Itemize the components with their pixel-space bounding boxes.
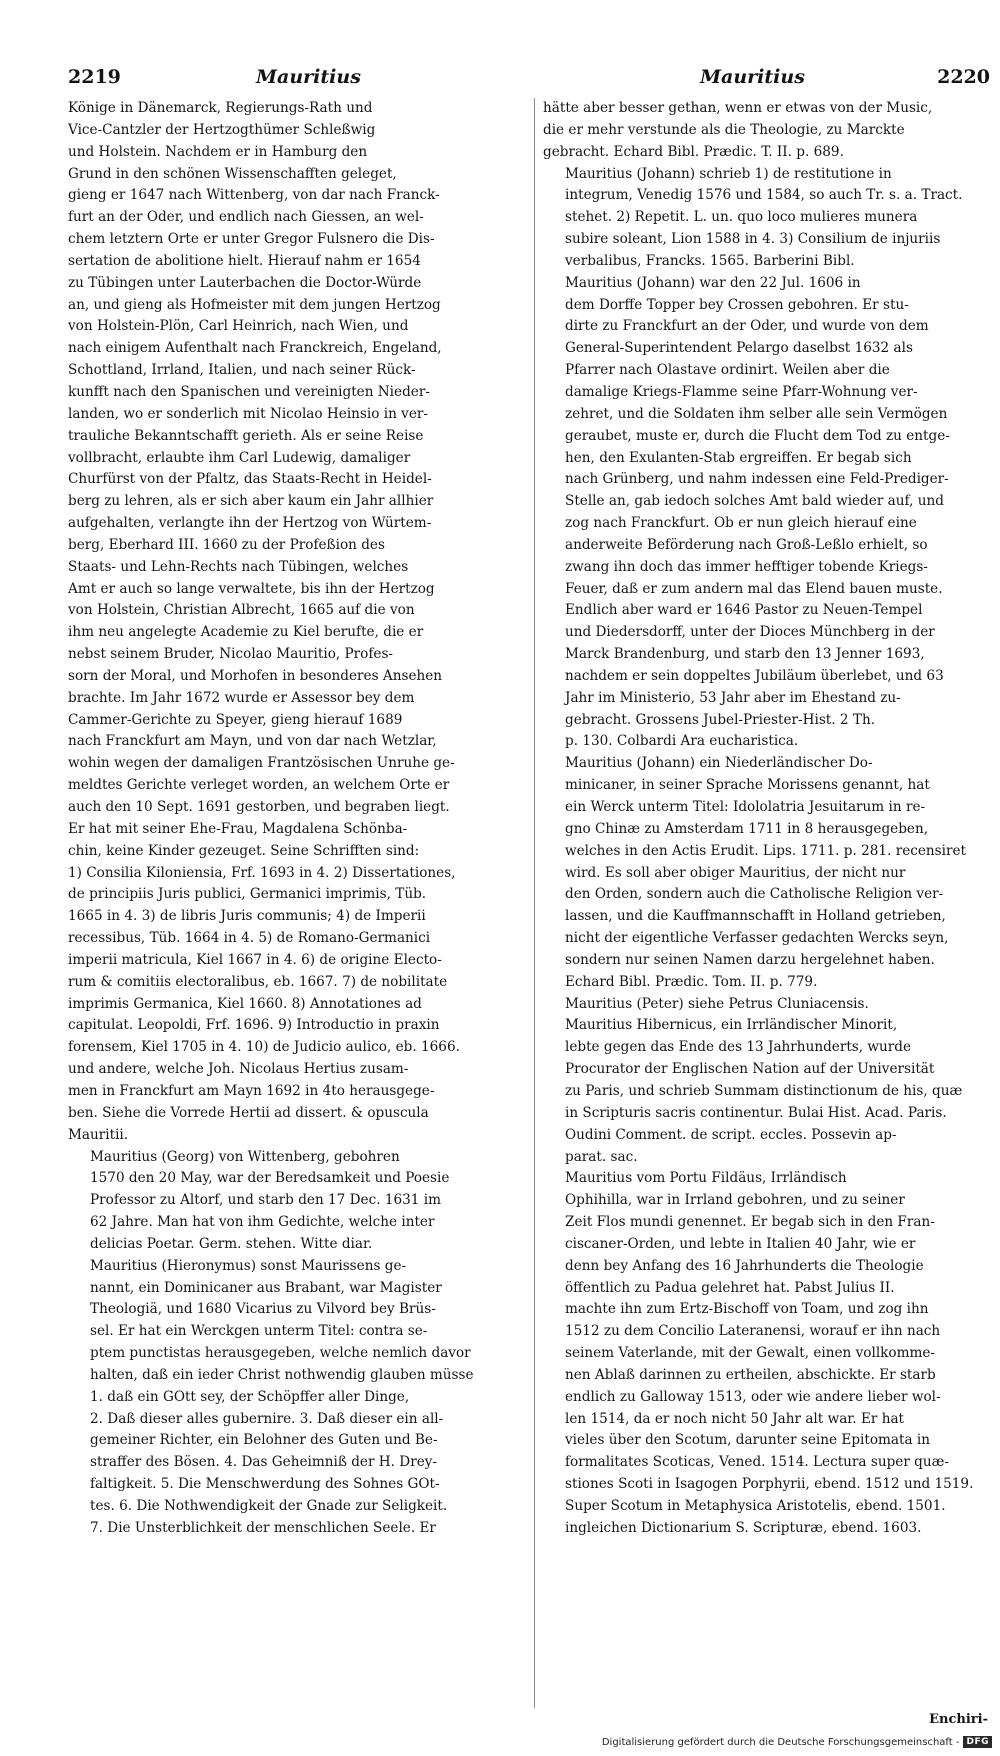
text-line: und Diedersdorff, unter der Dioces Münchberg in der — [565, 624, 935, 641]
text-line: Stelle an, gab iedoch solches Amt bald wieder auf, und — [565, 493, 944, 510]
text-line: nicht der eigentliche Verfasser gedachten Wercks seyn, — [565, 930, 949, 947]
text-line: von Holstein-Plön, Carl Heinrich, nach Wien, und — [68, 318, 409, 335]
text-line: Mauritius (Johann) schrieb 1) de restitutione in — [565, 165, 892, 182]
text-line: imprimis Germanica, Kiel 1660. 8) Annotationes ad — [68, 995, 422, 1012]
text-line: 1570 den 20 May, war der Beredsamkeit und Poesie — [90, 1170, 450, 1187]
text-line: Marck Brandenburg, und starb den 13 Jenner 1693, — [565, 646, 925, 663]
text-line: Professor zu Altorf, und starb den 17 Dec. 1631 im — [90, 1192, 441, 1209]
text-line: Endlich aber ward er 1646 Pastor zu Neuen-Tempel — [565, 602, 923, 619]
lexicon-entry — [543, 753, 980, 993]
lexicon-entry — [543, 273, 980, 754]
text-line: 62 Jahre. Man hat von ihm Gedichte, welche inter — [90, 1214, 435, 1231]
text-line: imperii matricula, Kiel 1667 in 4. 6) de origine Electo- — [68, 951, 442, 968]
digitization-footer — [602, 1734, 992, 1750]
text-line: nach Grünberg, und nahm indessen eine Feld-Prediger- — [565, 471, 949, 488]
text-line: nach Franckfurt am Mayn, und von dar nach Wetzlar, — [68, 733, 437, 750]
left-column — [68, 98, 505, 1540]
text-line: Amt er auch so lange verwaltete, bis ihn der Hertzog — [68, 580, 435, 597]
text-line: dem Dorffe Topper bey Crossen gebohren. Er stu- — [565, 296, 909, 313]
text-line: len 1514, da er noch nicht 50 Jahr alt war. Er hat — [565, 1410, 905, 1427]
text-line: verbalibus, Francks. 1565. Barberini Bibl. — [565, 252, 855, 269]
lexicon-entry — [543, 1168, 980, 1539]
text-line: Mauritius vom Portu Fildäus, Irrländisch — [565, 1170, 847, 1187]
text-line: recessibus, Tüb. 1664 in 4. 5) de Romano-Germanici — [68, 930, 431, 947]
text-line: straffer des Bösen. 4. Das Geheimniß der H. Drey- — [90, 1454, 438, 1471]
text-line: 7. Die Unsterblichkeit der menschlichen Seele. Er — [90, 1519, 436, 1536]
text-line: dirte zu Franckfurt an der Oder, und wurde von dem — [565, 318, 929, 335]
text-line: sertation de abolitione hielt. Hierauf nahm er 1654 — [68, 252, 421, 269]
lexicon-entry — [543, 164, 980, 273]
text-line: Mauritius (Georg) von Wittenberg, gebohren — [90, 1148, 400, 1165]
running-title-left: Mauritius — [256, 66, 361, 88]
text-line: trauliche Bekanntschafft gerieth. Als er seine Reise — [68, 427, 424, 444]
text-line: anderweite Beförderung nach Groß-Leßlo erhielt, so — [565, 536, 928, 553]
text-line: formalitates Scoticas, Vened. 1514. Lectura super quæ- — [565, 1454, 949, 1471]
text-line: Jahr im Ministerio, 53 Jahr aber im Ehestand zu- — [565, 689, 901, 706]
text-line: zu Tübingen unter Lauterbachen die Doctor-Würde — [68, 274, 422, 291]
text-line: stehet. 2) Repetit. L. un. quo loco mulieres munera — [565, 209, 918, 226]
text-line: vieles über den Scotum, darunter seine Epitomata in — [565, 1432, 931, 1449]
text-line: kunfft nach den Spanischen und vereinigten Nieder- — [68, 383, 430, 400]
lexicon-entry — [543, 1015, 980, 1168]
text-line: welches in den Actis Erudit. Lips. 1711. p. 281. recensiret — [565, 842, 967, 859]
text-line: gieng er 1647 nach Wittenberg, von dar nach Franck- — [68, 187, 440, 204]
text-line: vollbracht, erlaubte ihm Carl Ludewig, damaliger — [68, 449, 411, 466]
text-line: den Orden, sondern auch die Catholische Religion ver- — [565, 886, 944, 903]
text-line: berg zu lehren, als er sich aber kaum ein Jahr allhier — [68, 493, 434, 510]
text-line: nannt, ein Dominicaner aus Brabant, war Magister — [90, 1279, 442, 1296]
text-line: landen, wo er sonderlich mit Nicolao Heinsio in ver- — [68, 405, 428, 422]
text-line: nebst seinem Bruder, Nicolao Mauritio, Profes- — [68, 646, 394, 663]
running-title-right: Mauritius — [700, 66, 805, 88]
column-divider — [534, 98, 535, 1708]
text-line: zog nach Franckfurt. Ob er nun gleich hierauf eine — [565, 515, 917, 532]
text-line: Mauritius (Peter) siehe Petrus Cluniacensis. — [565, 995, 869, 1012]
text-line: Grund in den schönen Wissenschafften geleget, — [68, 165, 397, 182]
text-line: parat. sac. — [565, 1148, 638, 1165]
text-line: faltigkeit. 5. Die Menschwerdung des Sohnes GOt- — [90, 1476, 440, 1493]
text-line: Super Scotum in Metaphysica Aristotelis, ebend. 1501. — [565, 1498, 946, 1514]
dfg-logo: DFG — [963, 1736, 992, 1748]
text-line: Feuer, daß er zum andern mal das Elend bauen muste. — [565, 580, 943, 597]
text-line: brachte. Im Jahr 1672 wurde er Assessor bey dem — [68, 689, 415, 706]
text-line: hen, den Exulanten-Stab ergreiffen. Er begab sich — [565, 449, 912, 466]
text-line: Cammer-Gerichte zu Speyer, gieng hierauf 1689 — [68, 711, 403, 728]
text-line: nen Ablaß darinnen zu ertheilen, abschickte. Er starb — [565, 1366, 936, 1383]
text-line: Er hat mit seiner Ehe-Frau, Magdalena Schönba- — [68, 820, 408, 837]
text-line: von Holstein, Christian Albrecht, 1665 auf die von — [68, 602, 415, 619]
text-line: wohin wegen der damaligen Frantzösischen Unruhe ge- — [68, 755, 455, 772]
page-header — [68, 66, 990, 94]
text-line: Zeit Flos mundi genennet. Er begab sich in den Fran- — [565, 1214, 935, 1231]
text-line: tes. 6. Die Nothwendigkeit der Gnade zur Seligkeit. — [90, 1498, 448, 1514]
text-line: Mauritii. — [68, 1126, 129, 1143]
text-line: sorn der Moral, und Morhofen in besonderes Ansehen — [68, 667, 443, 684]
text-line: Oudini Comment. de script. eccles. Possevin ap- — [565, 1126, 897, 1143]
text-line: delicias Poetar. Germ. stehen. Witte diar. — [90, 1235, 373, 1252]
text-line: de principiis Juris publici, Germanici imprimis, Tüb. — [68, 886, 427, 903]
text-line: ptem punctistas herausgegeben, welche nemlich davor — [90, 1345, 471, 1362]
text-line: in Scripturis sacris continentur. Bulai Hist. Acad. Paris. — [565, 1104, 947, 1121]
text-line: nach einigem Aufenthalt nach Franckreich, Engeland, — [68, 340, 442, 357]
text-line: ein Werck unterm Titel: Idololatria Jesuitarum in re- — [565, 799, 926, 815]
text-line: Echard Bibl. Prædic. Tom. II. p. 779. — [565, 973, 818, 990]
text-line: berg, Eberhard III. 1660 zu der Profeßion des — [68, 536, 385, 553]
text-line: men in Franckfurt am Mayn 1692 in 4to herausgege- — [68, 1082, 435, 1099]
text-line: General-Superintendent Pelargo daselbst 1632 als — [565, 340, 913, 357]
text-line: gemeiner Richter, ein Belohner des Guten und Be- — [90, 1432, 438, 1449]
right-column — [543, 98, 980, 1540]
text-line: sel. Er hat ein Werckgen unterm Titel: contra se- — [90, 1323, 428, 1340]
text-line: nachdem er sein doppeltes Jubiläum überlebet, und 63 — [565, 667, 944, 684]
text-line: Mauritius (Johann) ein Niederländischer Do- — [565, 755, 873, 772]
text-line: Vice-Cantzler der Hertzogthümer Schleßwig — [68, 121, 376, 138]
lexicon-entry — [68, 1256, 505, 1540]
text-line: ingleichen Dictionarium S. Scripturæ, ebend. 1603. — [565, 1519, 922, 1536]
text-line: und andere, welche Joh. Nicolaus Hertius zusam- — [68, 1061, 409, 1078]
text-line: auch den 10 Sept. 1691 gestorben, und begraben liegt. — [68, 799, 450, 815]
text-line: zehret, und die Soldaten ihm selber alle sein Vermögen — [565, 405, 948, 422]
text-line: lebte gegen das Ende des 13 Jahrhunderts, wurde — [565, 1039, 912, 1056]
text-line: Mauritius (Johann) war den 22 Jul. 1606 in — [565, 274, 861, 291]
text-line: gebracht. Echard Bibl. Prædic. T. II. p. 689. — [543, 143, 844, 160]
text-line: Mauritius (Hieronymus) sonst Maurissens ge- — [90, 1257, 407, 1274]
text-line: ben. Siehe die Vorrede Hertii ad dissert. & opuscula — [68, 1104, 429, 1121]
text-line: chem letztern Orte er unter Gregor Fulsnero die Dis- — [68, 231, 435, 248]
text-line: gno Chinæ zu Amsterdam 1711 in 8 herausgegeben, — [565, 820, 929, 837]
text-line: Pfarrer nach Olastave ordinirt. Weilen aber die — [565, 362, 890, 379]
text-line: sondern nur seinen Namen darzu hergelehnet haben. — [565, 951, 935, 968]
text-line: ciscaner-Orden, und lebte in Italien 40 Jahr, wie er — [565, 1235, 916, 1252]
text-line: 2. Daß dieser alles gubernire. 3. Daß dieser ein all- — [90, 1410, 444, 1427]
text-line: Mauritius Hibernicus, ein Irrländischer Minorit, — [565, 1017, 898, 1034]
text-line: minicaner, in seiner Sprache Morissens genannt, hat — [565, 777, 930, 794]
text-line: denn bey Anfang des 16 Jahrhunderts die Theologie — [565, 1257, 924, 1274]
text-line: rum & comitiis electoralibus, eb. 1667. 7) de nobilitate — [68, 973, 448, 990]
text-line: machte ihn zum Ertz-Bischoff von Toam, und zog ihn — [565, 1301, 929, 1318]
text-line: capitulat. Leopoldi, Frf. 1696. 9) Introductio in praxin — [68, 1017, 440, 1034]
text-line: öffentlich zu Padua gelehret hat. Pabst Julius II. — [565, 1279, 895, 1296]
page-number-left: 2219 — [68, 66, 121, 88]
text-line: ihm neu angelegte Academie zu Kiel berufte, die er — [68, 624, 424, 641]
text-line: meldtes Gerichte verleget worden, an welchem Orte er — [68, 777, 450, 794]
text-line: Ophihilla, war in Irrland gebohren, und zu seiner — [565, 1192, 905, 1209]
text-line: damalige Kriegs-Flamme seine Pfarr-Wohnung ver- — [565, 383, 918, 400]
text-line: p. 130. Colbardi Ara eucharistica. — [565, 733, 799, 750]
text-line: stiones Scoti in Isagogen Porphyrii, ebend. 1512 und 1519. — [565, 1476, 974, 1493]
text-line: zwang ihn doch das immer hefftiger tobende Kriegs- — [565, 558, 928, 575]
entry-continuation — [68, 98, 505, 1147]
entry-continuation — [543, 98, 980, 164]
footer-text: Digitalisierung gefördert durch die Deutsche Forschungsgemeinschaft - — [601, 1736, 960, 1748]
text-line: und Holstein. Nachdem er in Hamburg den — [68, 143, 368, 160]
text-line: lassen, und die Kauffmannschafft in Holland getrieben, — [565, 908, 946, 925]
text-line: Könige in Dänemarck, Regierungs-Rath und — [68, 100, 373, 116]
text-line: chin, keine Kinder gezeuget. Seine Schrifften sind: — [68, 842, 420, 859]
text-line: Procurator der Englischen Nation auf der Universität — [565, 1061, 935, 1078]
catchword: Enchiri- — [929, 1712, 988, 1727]
text-line: gebracht. Grossens Jubel-Priester-Hist. 2 Th. — [565, 711, 876, 728]
text-line: zu Paris, und schrieb Summam distinctionum de his, quæ — [565, 1082, 963, 1099]
text-line: furt an der Oder, und endlich nach Giessen, an wel- — [68, 209, 424, 226]
text-line: die er mehr verstunde als die Theologie, zu Marckte — [543, 121, 905, 138]
text-line: Staats- und Lehn-Rechts nach Tübingen, welches — [68, 558, 409, 575]
text-line: 1. daß ein GOtt sey, der Schöpffer aller Dinge, — [90, 1388, 410, 1405]
text-line: wird. Es soll aber obiger Mauritius, der nicht nur — [565, 864, 906, 881]
text-line: subire soleant, Lion 1588 in 4. 3) Consilium de injuriis — [565, 231, 941, 248]
text-line: forensem, Kiel 1705 in 4. 10) de Judicio aulico, eb. 1666. — [68, 1039, 460, 1056]
lexicon-entry — [68, 1147, 505, 1256]
text-line: 1) Consilia Kiloniensia, Frf. 1693 in 4. 2) Dissertationes, — [68, 864, 456, 881]
text-line: Schottland, Irrland, Italien, und nach seiner Rück- — [68, 362, 416, 379]
text-line: 1512 zu dem Concilio Lateranensi, worauf er ihn nach — [565, 1323, 941, 1340]
lexicon-entry — [543, 994, 980, 1016]
text-line: an, und gieng als Hofmeister mit dem jungen Hertzog — [68, 296, 441, 313]
text-line: integrum, Venedig 1576 und 1584, so auch Tr. s. a. Tract. — [565, 187, 963, 204]
text-line: geraubet, muste er, durch die Flucht dem Tod zu entge- — [565, 427, 950, 444]
text-line: endlich zu Galloway 1513, oder wie andere lieber wol- — [565, 1388, 941, 1405]
text-line: halten, daß ein ieder Christ nothwendig glauben müsse — [90, 1366, 474, 1383]
text-line: seinem Vaterlande, mit der Gewalt, einen vollkomme- — [565, 1345, 936, 1362]
text-line: 1665 in 4. 3) de libris Juris communis; 4) de Imperii — [68, 908, 426, 925]
text-line: Theologiä, und 1680 Vicarius zu Vilvord bey Brüs- — [90, 1301, 436, 1318]
text-line: Churfürst von der Pfaltz, das Staats-Recht in Heidel- — [68, 471, 432, 488]
page-number-right: 2220 — [937, 66, 990, 88]
text-line: aufgehalten, verlangte ihn der Hertzog von Würtem- — [68, 515, 432, 532]
text-line: hätte aber besser gethan, wenn er etwas von der Music, — [543, 100, 933, 116]
